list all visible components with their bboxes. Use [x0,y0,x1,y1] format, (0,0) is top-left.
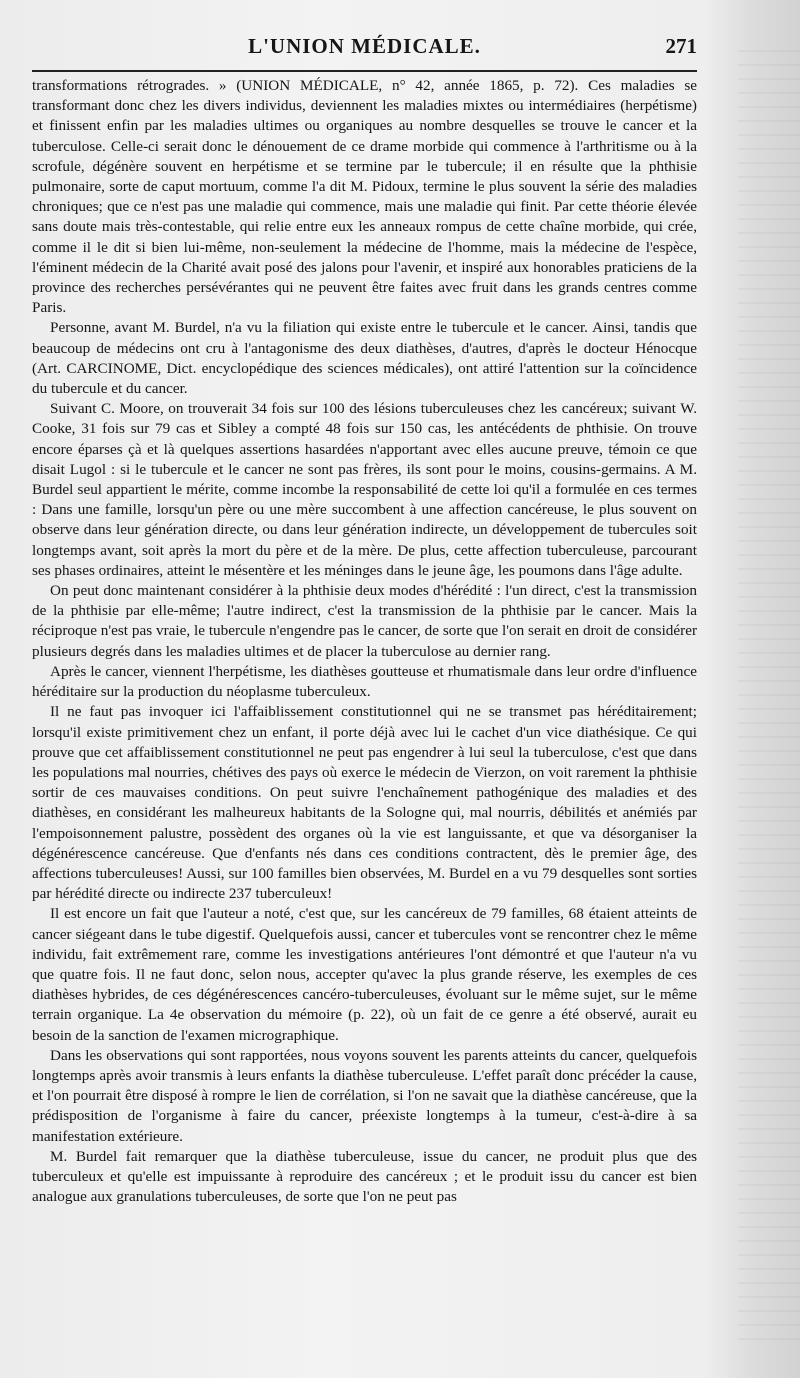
running-title: L'UNION MÉDICALE. [248,34,481,58]
paragraph: Après le cancer, viennent l'herpétisme, les diathèses goutteuse et rhumatismale dans leur ordre d'influence héréditaire sur la production du néoplasme tuberculeux. [32,662,697,701]
header-rule [32,70,697,72]
body-text [32,76,697,1207]
page-header [32,30,697,62]
paragraph: Suivant C. Moore, on trouverait 34 fois sur 100 des lésions tuberculeuses chez les cancéreux; suivant W. Cooke, 31 fois sur 79 cas et Sibley a compté 48 fois sur 150 cas, les antécédents de phthisie. On trouve encore éparses çà et là quelques assertions hasardées n'apportant avec elles aucune preuve, témoin ce que disait Lugol : si le tubercule et le cancer ne sont pas frères, ils sont pour le moins, cousins-germains. A M. Burdel seul appartient le mérite, comme incombe la responsabilité de cette loi qu'il a formulée en ces termes : Dans une famille, lorsqu'un père ou une mère succombent à une affection cancéreuse, le plus souvent on observe dans leur génération directe, ou dans leur génération indirecte, un développement de tubercules soit longtemps avant, soit après la mort du père et de la mère. De plus, cette affection tuberculeuse, parcourant ses phases ordinaires, atteint le mésentère et les méninges dans le jeune âge, les poumons dans l'âge adulte. [32,400,697,579]
show-through-margin [738,50,800,1350]
paragraph: Il est encore un fait que l'auteur a noté, c'est que, sur les cancéreux de 79 familles, 68 étaient atteints de cancer siégeant dans le tube digestif. Quelquefois aussi, cancer et tubercules vont se rencontrer chez le même individu, fait extrêmement rare, comme les investigations antérieures l'ont démontré et que l'auteur n'a vu que quatre fois. Il ne faut donc, selon nous, accepter qu'avec la plus grande réserve, les exemples de ces diathèses hybrides, de ces dégénérescences cancéro-tuberculeuses, évoluant sur le même sujet, sur le même terrain organique. La 4e observation du mémoire (p. 22), où un fait de ce genre a été observé, aurait eu besoin de la sanction de l'examen micrographique. [32,905,697,1044]
paragraph: Dans les observations qui sont rapportées, nous voyons souvent les parents atteints du cancer, quelquefois longtemps après avoir transmis à leurs enfants la diathèse tuberculeuse. L'effet paraît donc précéder la cause, et l'on pourrait être disposé à rompre le lien de corrélation, si l'on ne savait que la diathèse cancéreuse, que la prédisposition de l'organisme à faire du cancer, préexiste longtemps à la tumeur, c'est-à-dire à sa manifestation extérieure. [32,1046,697,1145]
paragraph: transformations rétrogrades. » (UNION MÉDICALE, n° 42, année 1865, p. 72). Ces maladies se transformant donc chez les divers individus, deviennent les maladies mixtes ou intermédiaires (herpétisme) et finissent enfin par les maladies ultimes ou organiques au nombre desquelles se trouve le cancer et la tuberculose. Celle-ci serait donc le dénouement de ce drame morbide qui commence à l'arthritisme ou à la scrofule, dégénère souvent en herpétisme et se termine par le tubercule; il en résulte que la phthisie pulmonaire, sorte de caput mortuum, comme l'a dit M. Pidoux, termine le plus souvent la série des maladies chroniques; que ce n'est pas une maladie qui commence, mais une maladie qui finit. Par cette théorie élevée sans doute mais très-contestable, qui relie entre eux les anneaux rompus de cette chaîne morbide, qui crée, comme il le dit si bien lui-même, non-seulement la médecine de l'homme, mais la médecine de l'espèce, l'éminent médecin de la Charité avait posé des jalons pour l'avenir, et inspiré aux honorables praticiens de la province des recherches persévérantes qui ne peuvent être faites avec fruit dans les grands centres comme Paris. [32,77,697,317]
page-number: 271 [665,34,697,58]
paragraph: On peut donc maintenant considérer à la phthisie deux modes d'hérédité : l'un direct, c'est la transmission de la phthisie par elle-même; l'autre indirect, c'est la transmission de la phthisie par le cancer. Mais la réciproque n'est pas vraie, le tubercule n'engendre pas le cancer, de sorte que l'on serait en droit de considérer plusieurs degrés dans les maladies ultimes et de placer la tuberculose au dernier rang. [32,582,697,660]
paragraph: Personne, avant M. Burdel, n'a vu la filiation qui existe entre le tubercule et le cancer. Ainsi, tandis que beaucoup de médecins ont cru à l'antagonisme des deux diathèses, d'autres, d'après le docteur Hénocque (Art. CARCINOME, Dict. encyclopédique des sciences médicales), ont attiré l'attention sur la coïncidence du tubercule et du cancer. [32,319,697,398]
paragraph: M. Burdel fait remarquer que la diathèse tuberculeuse, issue du cancer, ne produit plus que des tuberculeux et qu'elle est impuissante à reproduire des cancéreux ; et le produit issu du cancer est bien analogue aux granulations tuberculeuses, de sorte que l'on ne peut pas [32,1147,697,1206]
paragraph: Il ne faut pas invoquer ici l'affaiblissement constitutionnel qui ne se transmet pas héréditairement; lorsqu'il existe primitivement chez un enfant, il porte déjà avec lui le cachet d'un vice diathésique. Ce qui prouve que cet affaiblissement constitutionnel ne peut pas engendrer à lui seul la tuberculose, c'est que dans les populations mal nourries, chétives des pays où exerce le médecin de Vierzon, on voit rarement la phthisie sortir de ces mauvaises conditions. On peut suivre l'enchaînement pathogénique des maladies et des diathèses, en considérant les malheureux habitants de la Sologne qui, mal nourris, débilités et anémiés par l'empoisonnement palustre, possèdent des organes où la vie est languissante, et que va désorganiser la dégénérescence cancéreuse. Que d'enfants nés dans ces conditions contractent, dès le premier âge, des affections tuberculeuses! Aussi, sur 100 familles bien observées, M. Burdel en a vu 79 desquelles sont sorties par hérédité directe ou indirecte 237 tuberculeux! [32,703,697,903]
